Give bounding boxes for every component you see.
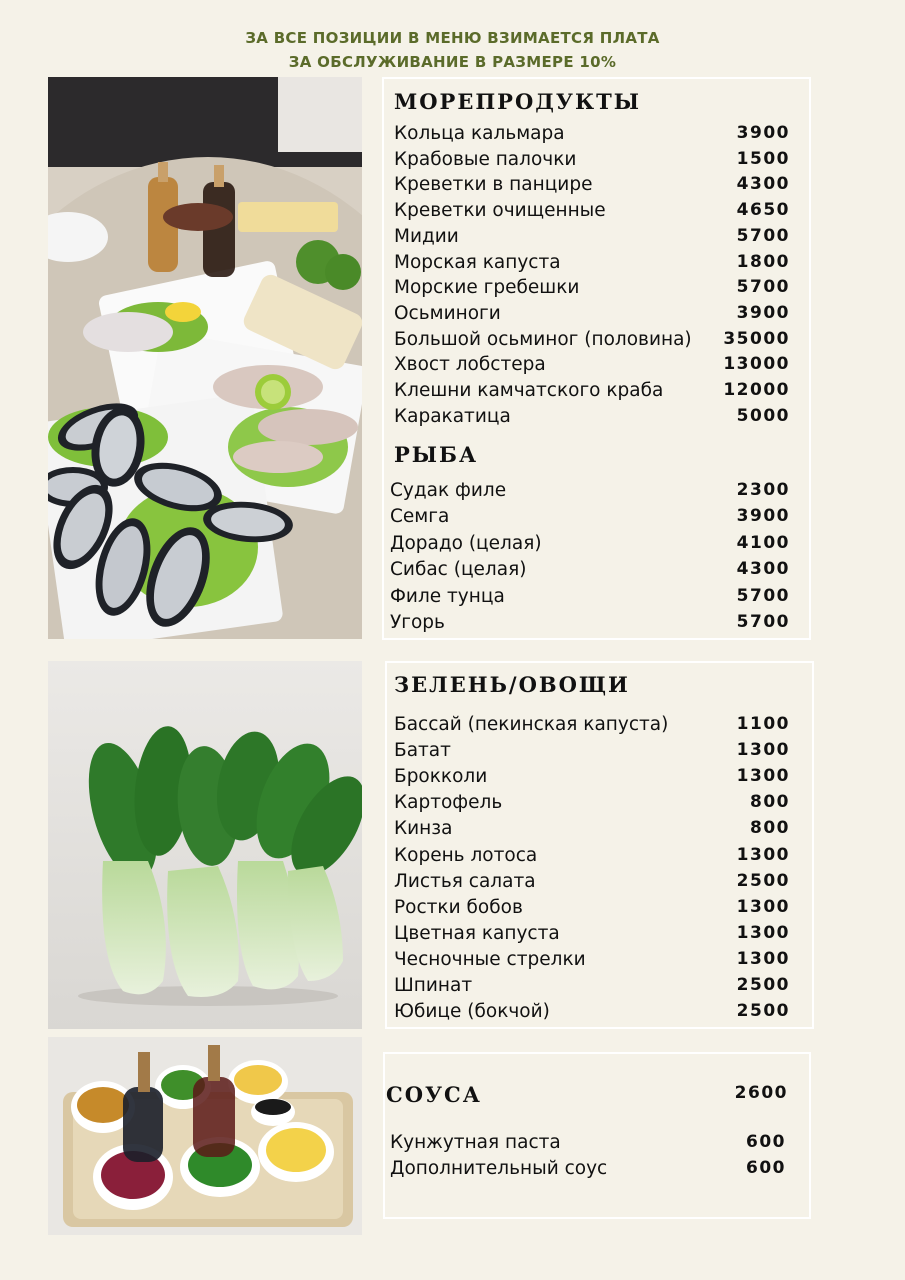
greens-item bbox=[394, 871, 790, 895]
fish-item-price: 4100 bbox=[736, 532, 790, 553]
greens-item-price: 2500 bbox=[736, 975, 790, 995]
seafood-item-price: 5700 bbox=[736, 277, 790, 298]
fish-item bbox=[390, 533, 790, 557]
greens-item bbox=[394, 740, 790, 764]
greens-item-name: Брокколи bbox=[394, 766, 488, 788]
greens-item-name: Ростки бобов bbox=[394, 896, 523, 918]
seafood-item-price: 35000 bbox=[723, 328, 790, 349]
greens-item-name: Чесночные стрелки bbox=[394, 948, 586, 970]
greens-item bbox=[394, 975, 790, 999]
fish-item bbox=[390, 586, 790, 610]
fish-item-price: 2300 bbox=[736, 480, 790, 500]
seafood-item bbox=[394, 149, 790, 173]
fish-item bbox=[390, 506, 790, 530]
seafood-item-price: 12000 bbox=[723, 380, 790, 400]
sauce-title: СОУСА bbox=[386, 1082, 482, 1107]
seafood-item bbox=[394, 354, 790, 378]
sauce-title-price bbox=[700, 1083, 788, 1107]
seafood-item-price: 5700 bbox=[736, 225, 790, 246]
seafood-item bbox=[394, 329, 790, 353]
greens-item-name: Кинза bbox=[394, 818, 453, 840]
greens-item bbox=[394, 818, 790, 842]
greens-item bbox=[394, 1001, 790, 1025]
seafood-item-name: Креветки в панцире bbox=[394, 174, 593, 196]
seafood-item bbox=[394, 174, 790, 198]
greens-item bbox=[394, 714, 790, 738]
seafood-item bbox=[394, 252, 790, 276]
fish-item-price: 3900 bbox=[736, 506, 790, 527]
sauce-item-name: Кунжутная паста bbox=[390, 1132, 561, 1153]
fish-item-price: 5700 bbox=[736, 585, 790, 606]
seafood-item bbox=[394, 380, 790, 404]
greens-item-price: 2500 bbox=[736, 1001, 790, 1022]
sauce-item-price: 600 bbox=[746, 1158, 786, 1178]
greens-item-name: Цветная капуста bbox=[394, 922, 560, 944]
sauce-item bbox=[390, 1132, 786, 1156]
greens-item-name: Картофель bbox=[394, 792, 503, 814]
fish-item-name: Судак филе bbox=[390, 480, 507, 501]
greens-item bbox=[394, 897, 790, 921]
seafood-item bbox=[394, 226, 790, 250]
seafood-item-name: Крабовые палочки bbox=[394, 148, 577, 170]
greens-item-price: 1300 bbox=[736, 896, 790, 917]
greens-item-price: 1300 bbox=[736, 948, 790, 969]
greens-item bbox=[394, 792, 790, 816]
service-charge-notice bbox=[0, 26, 905, 74]
seafood-item-name: Креветки очищенные bbox=[394, 200, 606, 222]
fish-item bbox=[390, 559, 790, 583]
fish-title: РЫБА bbox=[394, 442, 479, 467]
greens-item-name: Листья салата bbox=[394, 870, 536, 892]
fish-item-name: Сибас (целая) bbox=[390, 559, 527, 581]
greens-item bbox=[394, 766, 790, 790]
seafood-item-price: 13000 bbox=[723, 354, 790, 375]
seafood-item bbox=[394, 406, 790, 430]
fish-item-name: Угорь bbox=[390, 612, 445, 633]
greens-item-price: 800 bbox=[750, 792, 790, 813]
greens-item-name: Шпинат bbox=[394, 975, 473, 996]
fish-item-name: Филе тунца bbox=[390, 585, 505, 607]
seafood-item-name: Кольца кальмара bbox=[394, 123, 565, 144]
greens-item-price: 1300 bbox=[736, 766, 790, 787]
seafood-item-name: Большой осьминог (половина) bbox=[394, 328, 692, 350]
greens-item-name: Бассай (пекинская капуста) bbox=[394, 714, 669, 735]
fish-item bbox=[390, 612, 790, 636]
greens-item-price: 2500 bbox=[736, 870, 790, 891]
fish-item-price: 5700 bbox=[736, 612, 790, 632]
seafood-item-price: 4300 bbox=[736, 174, 790, 195]
sauce-item-name: Дополнительный соус bbox=[390, 1158, 608, 1179]
bok-choy-photo bbox=[48, 661, 362, 1029]
sauce-title-price-value: 2600 bbox=[734, 1083, 788, 1103]
seafood-item-name: Каракатица bbox=[394, 405, 511, 427]
seafood-item bbox=[394, 123, 790, 147]
seafood-item-name: Осьминоги bbox=[394, 302, 501, 324]
greens-item bbox=[394, 949, 790, 973]
greens-item-price: 1100 bbox=[736, 714, 790, 734]
greens-item bbox=[394, 845, 790, 869]
greens-item-price: 1300 bbox=[736, 922, 790, 943]
greens-item-price: 1300 bbox=[736, 740, 790, 761]
seafood-item bbox=[394, 200, 790, 224]
greens-title: ЗЕЛЕНЬ/ОВОЩИ bbox=[394, 672, 630, 697]
seafood-item-name: Морские гребешки bbox=[394, 277, 580, 299]
seafood-item-price: 1500 bbox=[736, 148, 790, 169]
seafood-item-name: Морская капуста bbox=[394, 251, 561, 273]
fish-item-name: Семга bbox=[390, 506, 450, 528]
seafood-item-name: Мидии bbox=[394, 225, 459, 247]
notice-line-2: ЗА ОБСЛУЖИВАНИЕ В РАЗМЕРЕ 10% bbox=[288, 53, 617, 71]
sauce-item-price: 600 bbox=[746, 1132, 786, 1152]
seafood-item bbox=[394, 303, 790, 327]
greens-item-name: Корень лотоса bbox=[394, 844, 538, 866]
seafood-item-price: 1800 bbox=[736, 251, 790, 272]
greens-item-price: 800 bbox=[750, 818, 790, 839]
seafood-platter-photo bbox=[48, 77, 362, 639]
sauces-tray-photo bbox=[48, 1037, 362, 1235]
seafood-title: МОРЕПРОДУКТЫ bbox=[394, 89, 641, 114]
sauce-item bbox=[390, 1158, 786, 1182]
seafood-item-price: 3900 bbox=[736, 123, 790, 143]
fish-item bbox=[390, 480, 790, 504]
greens-item-name: Юбице (бокчой) bbox=[394, 1001, 550, 1023]
greens-item-name: Батат bbox=[394, 740, 451, 762]
greens-item bbox=[394, 923, 790, 947]
seafood-item-price: 4650 bbox=[736, 200, 790, 221]
fish-item-price: 4300 bbox=[736, 559, 790, 580]
seafood-item-name: Хвост лобстера bbox=[394, 354, 546, 376]
greens-item-price: 1300 bbox=[736, 844, 790, 865]
notice-line-1: ЗА ВСЕ ПОЗИЦИИ В МЕНЮ ВЗИМАЕТСЯ ПЛАТА bbox=[245, 29, 660, 47]
seafood-item-name: Клешни камчатского краба bbox=[394, 380, 664, 401]
seafood-item-price: 5000 bbox=[736, 405, 790, 426]
seafood-item bbox=[394, 277, 790, 301]
seafood-item-price: 3900 bbox=[736, 302, 790, 323]
fish-item-name: Дорадо (целая) bbox=[390, 532, 542, 554]
